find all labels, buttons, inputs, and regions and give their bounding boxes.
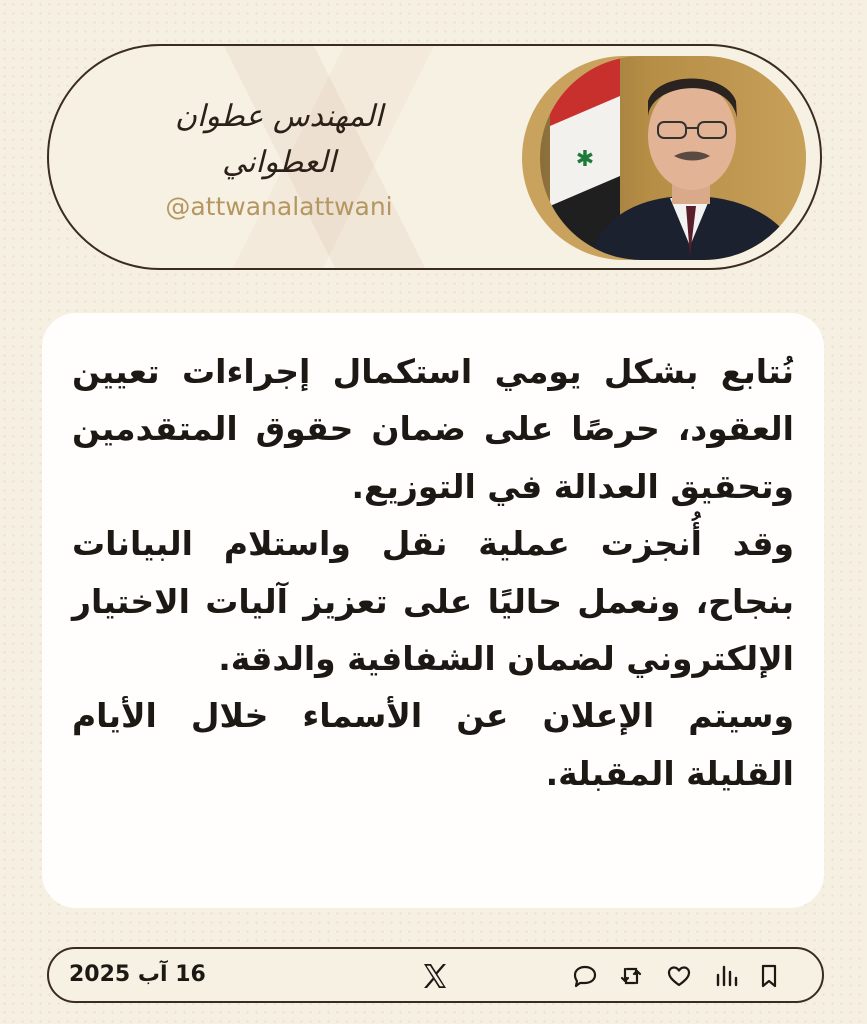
repost-icon[interactable] (618, 963, 644, 989)
post-date: 16 آب 2025 (69, 962, 206, 987)
like-icon[interactable] (666, 963, 692, 989)
profile-handle[interactable]: @attwanalattwani (165, 192, 393, 221)
portrait-image (540, 56, 806, 260)
post-paragraph-1: نُتابع بشكل يومي استكمال إجراءات تعيين العقود، حرصًا على ضمان حقوق المتقدمين وتحقيق العدالة في التوزيع. (72, 352, 794, 506)
comment-icon[interactable] (572, 963, 598, 989)
x-logo-icon[interactable] (421, 962, 449, 990)
profile-identity (129, 94, 429, 224)
post-footer (47, 947, 824, 1003)
post-actions (572, 963, 782, 989)
bookmark-icon[interactable] (756, 963, 782, 989)
post-card (42, 313, 824, 908)
profile-header (47, 44, 822, 270)
post-text (72, 343, 794, 802)
post-paragraph-3: وسيتم الإعلان عن الأسماء خلال الأيام القليلة المقبلة. (72, 696, 794, 793)
avatar-photo (540, 56, 806, 260)
post-paragraph-2: وقد أُنجزت عملية نقل واستلام البيانات بنجاح، ونعمل حاليًا على تعزيز آليات الاختيار الإلكتروني لضمان الشفافية والدقة. (72, 524, 794, 679)
profile-name: المهندس عطوان العطواني (175, 99, 383, 180)
avatar[interactable] (522, 56, 806, 260)
views-icon[interactable] (713, 963, 739, 989)
svg-text:✱: ✱ (575, 147, 595, 172)
